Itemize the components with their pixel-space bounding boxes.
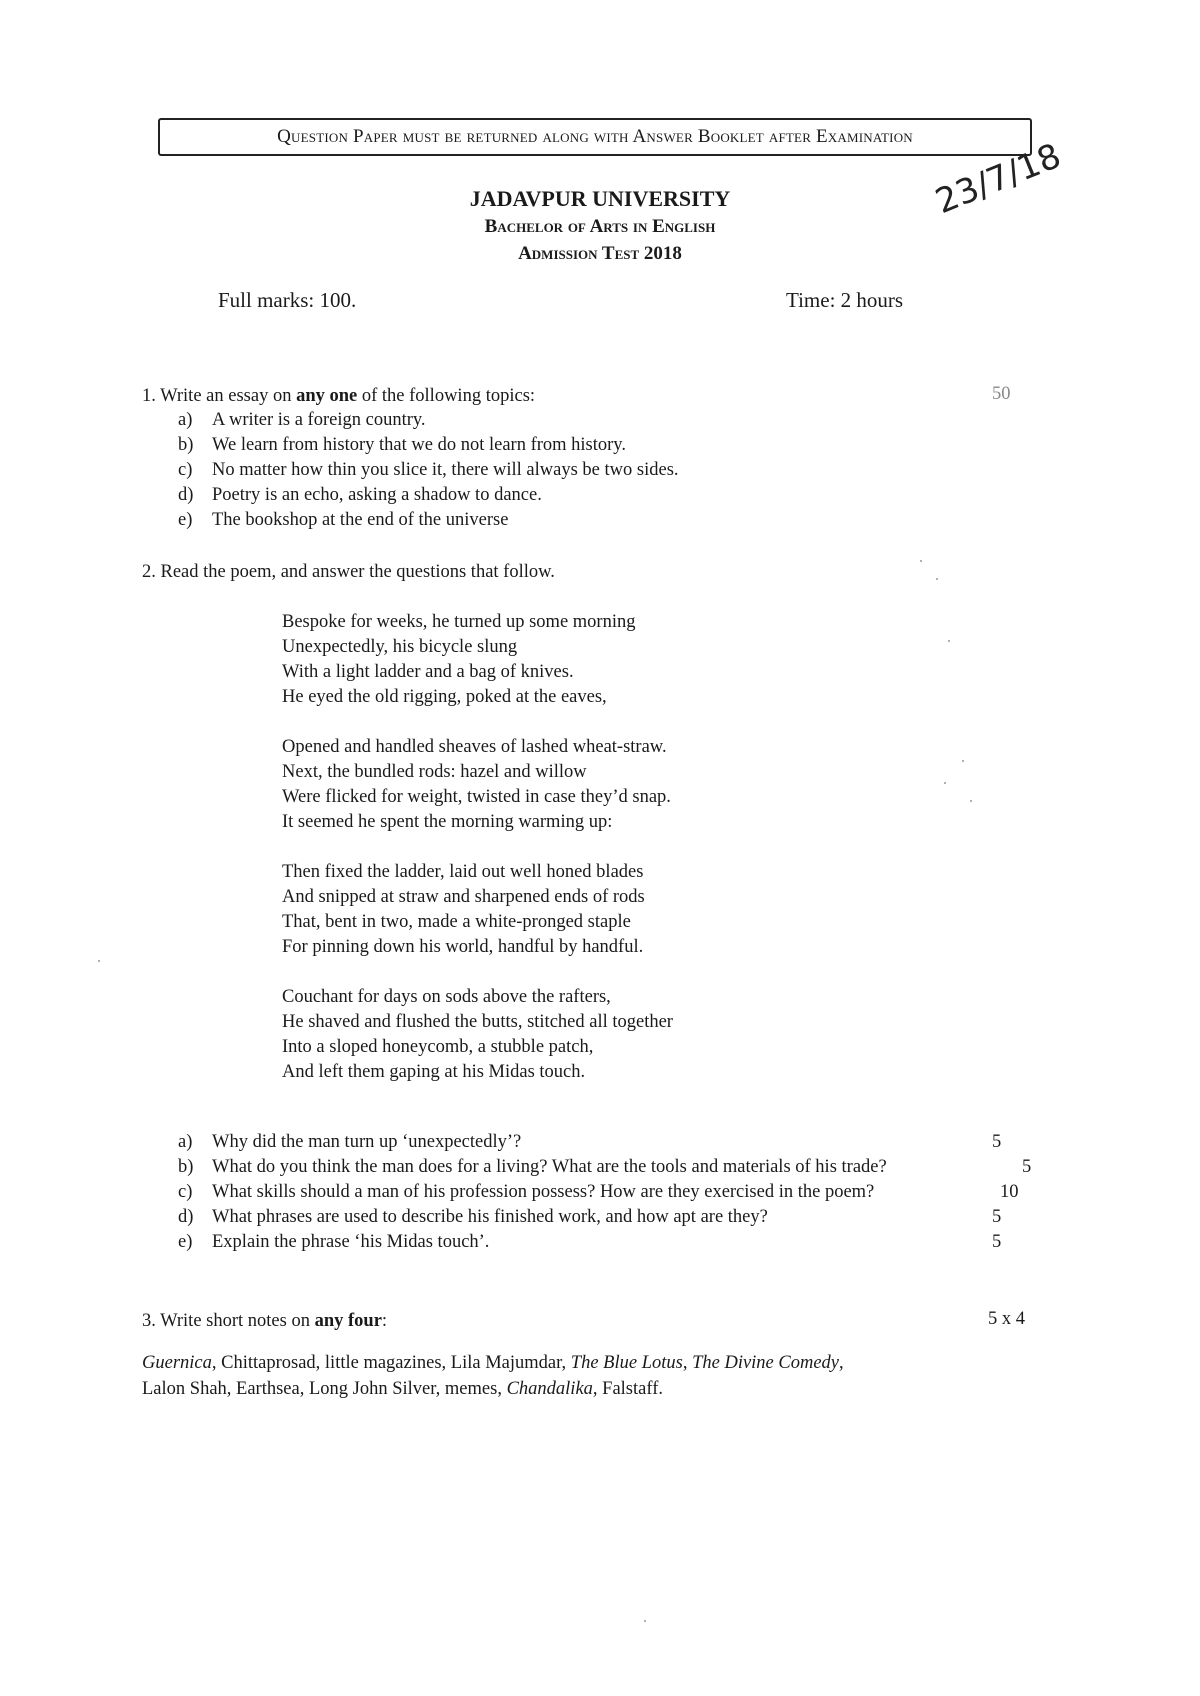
degree-title: Bachelor of Arts in English <box>484 216 716 237</box>
question-1-marks: 50 <box>992 384 1011 404</box>
scan-speck <box>644 1620 646 1622</box>
scan-speck <box>948 640 950 642</box>
poem-line: For pinning down his world, handful by handful. <box>282 937 644 957</box>
scan-speck <box>936 578 938 580</box>
note-item: Chandalika <box>506 1379 593 1399</box>
question-marks: 5 <box>992 1207 1002 1227</box>
question-paper: Question Paper must be returned along with Answer Booklet after Examination JADAVPUR UNIVERSITY Bachelor of Arts in English Admission Test 2018 23/7/18 Full marks: 100. Time: 2 hours 1. Write an essay on any one of the following topics: 50 a) A writer is a foreign country. b) We learn from history that we do not learn from history. c) No matter how thin you slice it, there will always be two sides. d) Poetry is an echo, asking a shadow to dance. e) The bookshop at the end of the universe 2. Read the poem, and answer the questions that follow. Bespoke for weeks, he turned up some morning Unexpectedly, his bicycle slung With a light ladder and a bag of knives. He eyed the old rigging, poked at the eaves, Opened and handled sheaves of lashed wheat-straw. Next, the bundled rods: hazel and willow Were flicked for weight, twisted in case they’d snap. It seemed he spent the morning warming up: Then fixed the ladder, laid out well honed blades And snipped at straw and sharpened ends of rods That, bent in two, made a white-pronged staple For pinning down his world, handful by handful. Couchant for days on sods above the rafters, He shaved and flushed the butts, stitched all together Into a sloped honeycomb, a stubble patch, And left them gaping at his Midas touch. a) Why did the man turn up ‘unexpectedly’? 5 b) What do you think the man does for a living? What are the tools and materials of his trade? 5 c) What skills should a man of his profession possess? How are they exercised in the poem? 10 d) What phrases are used to describe his finished work, and how apt are they? 5 e) Explain the phrase ‘his Midas touch’. 5 3. Write short notes on any four: 5 x 4 Guernica, Chittaprosad, little magazines, Lila Majumdar, The Blue Lotus, The Divine Comedy, Lalon Shah, Earthsea, Long John Silver, memes, Chandalika, Falstaff. <box>0 0 1200 1696</box>
note-item: Lila Majumdar <box>450 1353 562 1373</box>
return-notice <box>158 118 1032 156</box>
poem-line: That, bent in two, made a white-pronged staple <box>282 912 631 932</box>
poem-line: Next, the bundled rods: hazel and willow <box>282 762 587 782</box>
question-2-prompt: 2. Read the poem, and answer the questions that follow. <box>142 562 555 582</box>
note-item: Earthsea <box>236 1379 300 1399</box>
full-marks: Full marks: 100. <box>218 288 357 312</box>
scan-speck <box>920 560 922 562</box>
scan-speck <box>944 782 946 784</box>
scan-speck <box>962 760 964 762</box>
question-marks: 5 <box>992 1232 1002 1252</box>
note-item: Lalon Shah <box>142 1379 227 1399</box>
poem-line: With a light ladder and a bag of knives. <box>282 662 574 682</box>
note-item: The Divine Comedy <box>692 1353 840 1373</box>
note-item: Long John Silver <box>308 1379 436 1399</box>
scan-speck <box>98 960 100 962</box>
poem-line: Opened and handled sheaves of lashed wheat-straw. <box>282 737 667 757</box>
poem-line: Were flicked for weight, twisted in case they’d snap. <box>282 787 671 807</box>
question-3-prompt: 3. Write short notes on any four: <box>142 1311 388 1331</box>
university-name: JADAVPUR UNIVERSITY <box>469 186 731 211</box>
return-notice-text: Question Paper must be returned along with Answer Booklet after Examination <box>277 126 913 147</box>
question-marks: 10 <box>1000 1182 1019 1202</box>
emphasis: any one <box>296 386 358 406</box>
poem-line: And left them gaping at his Midas touch. <box>282 1062 586 1082</box>
short-notes-list: Guernica, Chittaprosad, little magazines, Lila Majumdar, The Blue Lotus, The Divine Comedy, Lalon Shah, Earthsea, Long John Silver, memes, Chandalika, Falstaff. <box>142 1353 844 1399</box>
question-1-prompt: 1. Write an essay on any one of the following topics: <box>142 386 536 406</box>
note-item: Guernica <box>142 1353 212 1373</box>
poem-line: Then fixed the ladder, laid out well honed blades <box>282 862 644 882</box>
question-3-marks: 5 x 4 <box>988 1309 1025 1329</box>
test-title: Admission Test 2018 <box>518 243 682 264</box>
question-marks: 5 <box>992 1132 1002 1152</box>
handwritten-date: 23/7/18 <box>930 135 1067 223</box>
question-marks: 5 <box>1022 1157 1032 1177</box>
poem-line: And snipped at straw and sharpened ends of rods <box>282 887 645 907</box>
poem-line: Unexpectedly, his bicycle slung <box>282 637 518 657</box>
scan-speck <box>970 800 972 802</box>
poem-line: Bespoke for weeks, he turned up some morning <box>282 612 636 632</box>
note-item: The Blue Lotus <box>570 1353 683 1373</box>
poem-line: It seemed he spent the morning warming up: <box>282 812 613 832</box>
poem-line: He eyed the old rigging, poked at the eaves, <box>282 687 607 707</box>
time-allowed: Time: 2 hours <box>786 288 904 312</box>
poem-line: Into a sloped honeycomb, a stubble patch, <box>282 1037 594 1057</box>
note-item: little magazines <box>324 1353 442 1373</box>
poem-line: He shaved and flushed the butts, stitched all together <box>282 1012 673 1032</box>
emphasis: any four <box>314 1311 382 1331</box>
poem-line: Couchant for days on sods above the rafters, <box>282 987 611 1007</box>
note-item: Falstaff <box>602 1379 659 1399</box>
note-item: memes <box>444 1379 498 1399</box>
note-item: Chittaprosad <box>221 1353 316 1373</box>
